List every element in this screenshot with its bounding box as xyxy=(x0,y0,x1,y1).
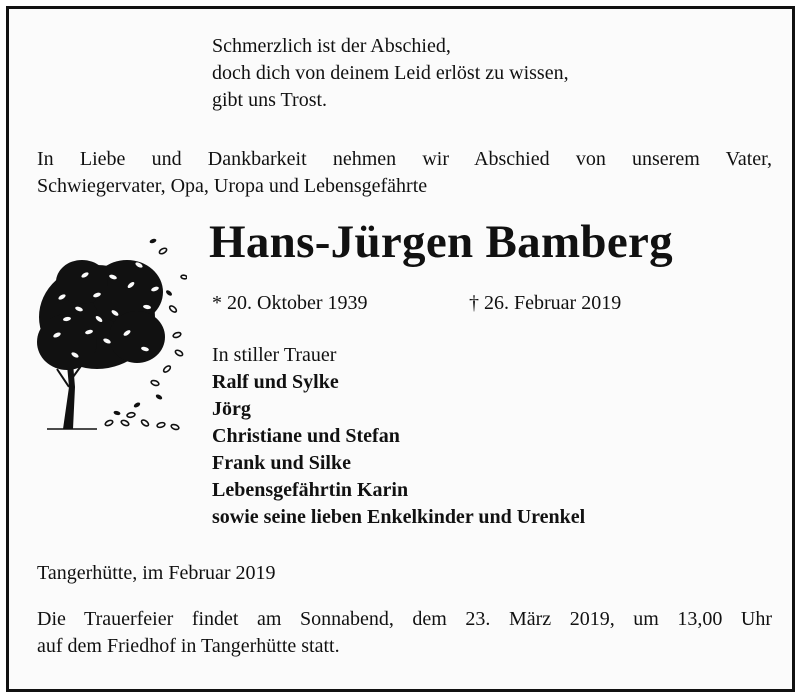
mourner-name: sowie seine lieben Enkelkinder und Urenkel xyxy=(212,506,586,528)
mourners-list xyxy=(212,342,585,531)
poem-line-2: doch dich von deinem Leid erlöst zu wissen, xyxy=(212,62,569,84)
place-and-date: Tangerhütte, im Februar 2019 xyxy=(37,562,276,584)
birth-date: * 20. Oktober 1939 xyxy=(212,292,368,314)
deceased-name: Hans-Jürgen Bamberg xyxy=(209,216,673,268)
intro-line-2: Schwiegervater, Opa, Uropa und Lebensgefährte xyxy=(37,175,428,197)
poem xyxy=(212,33,569,114)
mourner-name: Jörg xyxy=(212,398,251,420)
intro-text xyxy=(37,146,772,200)
ceremony-line-2: auf dem Friedhof in Tangerhütte statt. xyxy=(37,635,340,657)
mourner-name: Frank und Silke xyxy=(212,452,351,474)
obituary-notice xyxy=(6,6,795,692)
funeral-service-info xyxy=(37,606,772,660)
intro-line-1: In Liebe und Dankbarkeit nehmen wir Abschied von unserem Vater, xyxy=(37,148,772,170)
mourner-name: Ralf und Sylke xyxy=(212,371,339,393)
mourner-name: Christiane und Stefan xyxy=(212,425,400,447)
ceremony-line-1: Die Trauerfeier findet am Sonnabend, dem 23. März 2019, um 13,00 Uhr xyxy=(37,608,772,630)
death-date: † 26. Februar 2019 xyxy=(469,292,622,314)
mourner-name: Lebensgefährtin Karin xyxy=(212,479,409,501)
mourners-heading: In stiller Trauer xyxy=(212,344,337,366)
windblown-tree-icon xyxy=(27,237,187,432)
poem-line-3: gibt uns Trost. xyxy=(212,89,328,111)
poem-line-1: Schmerzlich ist der Abschied, xyxy=(212,35,451,57)
